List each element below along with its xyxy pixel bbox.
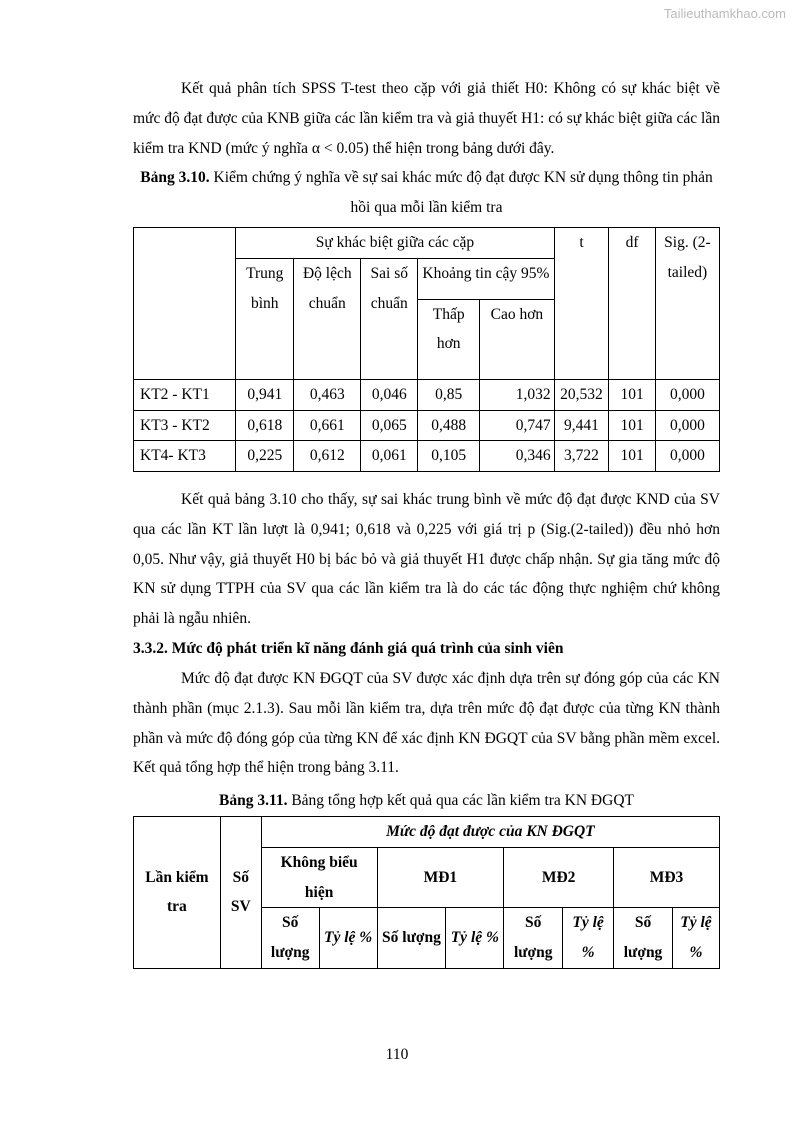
table1-caption-label: Bảng 3.10. (140, 169, 210, 186)
table-3-10 (133, 227, 720, 472)
cell-df: 101 (609, 410, 656, 441)
table2-header-md2: MĐ2 (504, 847, 614, 908)
table2-header-group: Mức độ đạt được của KN ĐGQT (261, 817, 719, 848)
cell-mean: 0,225 (236, 441, 294, 472)
table-row (134, 379, 720, 410)
table2-header-so-sv: Số SV (220, 817, 261, 969)
table2-header-so-luong: Số lượng (377, 908, 446, 969)
table2-header-ty-le: Tỷ lệ % (673, 908, 720, 969)
cell-sd: 0,612 (294, 441, 361, 472)
table2-header-lan-kiem-tra: Lần kiểm tra (134, 817, 221, 969)
table1-header-t: t (554, 228, 609, 380)
cell-sd: 0,463 (294, 379, 361, 410)
table2-header-ty-le: Tỷ lệ % (319, 908, 377, 969)
cell-df: 101 (609, 441, 656, 472)
cell-low: 0,105 (418, 441, 480, 472)
cell-df: 101 (609, 379, 656, 410)
table2-header-so-luong: Số lượng (504, 908, 563, 969)
table2-header-khong-bieu-hien: Không biểu hiện (261, 847, 377, 908)
row-label: KT3 - KT2 (134, 410, 236, 441)
table2-caption-text: Bảng tổng hợp kết quả qua các lần kiểm tra KN ĐGQT (287, 792, 634, 809)
cell-se: 0,061 (361, 441, 418, 472)
cell-mean: 0,941 (236, 379, 294, 410)
table1-header-sd: Độ lệch chuẩn (294, 258, 361, 379)
table-row (134, 441, 720, 472)
page-number: 110 (385, 1046, 409, 1063)
result-paragraph: Kết quả bảng 3.10 cho thấy, sự sai khác trung bình về mức độ đạt được KND của SV qua các lần KT lần lượt là 0,941; 0,618 và 0,225 với giá trị p (Sig.(2-tailed)) đều nhỏ hơn 0,05. Như vậy, giả thuyết H0 bị bác bỏ và giả thuyết H1 được chấp nhận. Sự gia tăng mức độ KN sử dụng TTPH của SV qua các lần kiểm tra là do các tác động thực nghiệm chứ không phải là ngẫu nhiên. (133, 491, 720, 628)
cell-se: 0,065 (361, 410, 418, 441)
method-paragraph: Mức độ đạt được KN ĐGQT của SV được xác định dựa trên sự đóng góp của các KN thành phần (mục 2.1.3). Sau mỗi lần kiểm tra, dựa trên mức độ đạt được của từng KN thành phần và mức độ đóng góp của từng KN để xác định KN ĐGQT của SV bằng phần mềm excel. Kết quả tổng hợp thể hiện trong bảng 3.11. (133, 670, 720, 777)
cell-high: 0,346 (480, 441, 554, 472)
table2-header-so-luong: Số lượng (261, 908, 319, 969)
table2-header-md3: MĐ3 (614, 847, 720, 908)
table-3-11 (133, 816, 720, 969)
table1-corner-cell (134, 228, 236, 380)
cell-low: 0,85 (418, 379, 480, 410)
table2-caption (133, 786, 720, 816)
table1-header-se: Sai số chuẩn (361, 258, 418, 379)
cell-low: 0,488 (418, 410, 480, 441)
table2-header-md1: MĐ1 (377, 847, 504, 908)
cell-mean: 0,618 (236, 410, 294, 441)
cell-se: 0,046 (361, 379, 418, 410)
cell-high: 1,032 (480, 379, 554, 410)
cell-sig: 0,000 (655, 410, 719, 441)
row-label: KT2 - KT1 (134, 379, 236, 410)
intro-paragraph: Kết quả phân tích SPSS T-test theo cặp với giả thiết H0: Không có sự khác biệt về mức độ đạt được của KNB giữa các lần kiểm tra và giả thuyết H1: có sự khác biệt giữa các lần kiểm tra KND (mức ý nghĩa α < 0.05) thể hiện trong bảng dưới đây. (133, 80, 720, 157)
table1-header-df: df (609, 228, 656, 380)
table1-header-ci: Khoảng tin cậy 95% (418, 258, 554, 299)
row-label: KT4- KT3 (134, 441, 236, 472)
cell-sd: 0,661 (294, 410, 361, 441)
table1-header-low: Thấp hơn (418, 299, 480, 379)
table2-header-so-luong: Số lượng (614, 908, 673, 969)
section-heading: 3.3.2. Mức độ phát triển kĩ năng đánh giá quá trình của sinh viên (133, 640, 564, 657)
cell-t: 3,722 (554, 441, 609, 472)
table2-header-ty-le: Tỷ lệ % (563, 908, 614, 969)
table1-header-mean: Trung bình (236, 258, 294, 379)
cell-sig: 0,000 (655, 379, 719, 410)
cell-sig: 0,000 (655, 441, 719, 472)
table1-header-high: Cao hơn (480, 299, 554, 379)
cell-t: 20,532 (554, 379, 609, 410)
cell-t: 9,441 (554, 410, 609, 441)
table1-header-group: Sự khác biệt giữa các cặp (236, 228, 554, 259)
table1-caption-text: Kiểm chứng ý nghĩa về sự sai khác mức độ đạt được KN sử dụng thông tin phản hồi qua mỗi lần kiểm tra (209, 169, 713, 216)
table2-caption-label: Bảng 3.11. (218, 792, 288, 809)
table2-header-ty-le: Tỷ lệ % (446, 908, 504, 969)
table1-header-sig: Sig. (2-tailed) (655, 228, 719, 380)
table1-caption (133, 163, 720, 223)
table-row (134, 410, 720, 441)
watermark: Tailieuthamkhao.com (663, 6, 786, 21)
cell-high: 0,747 (480, 410, 554, 441)
